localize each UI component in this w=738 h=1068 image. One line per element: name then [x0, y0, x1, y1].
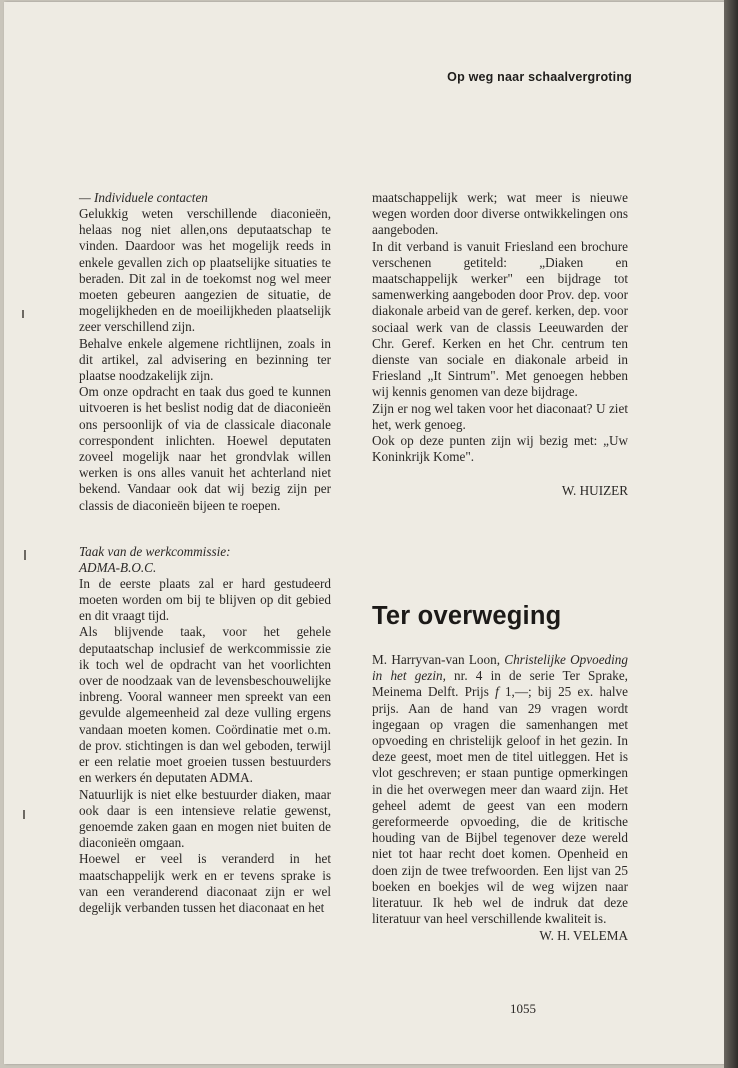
section-heading-werkcommissie: Taak van de werkcommissie:	[79, 543, 231, 559]
paragraph: Hoewel er veel is veranderd in het maatschappelijk werk en er tevens sprake is van een veranderend diaconaat zijn er wel degelijk verbanden tussen het diaconaat en het	[79, 851, 331, 915]
punch-mark	[23, 810, 25, 819]
right-column	[372, 190, 628, 500]
paragraph: Als blijvende taak, voor het gehele deputaatschap inclusief de werkcommissie zie ik toch wel de opdracht van het voorlichten over de noodzaak van de levensbeschouwelijke inbreng. Vooral wanneer men spreekt van een gevulde algemeenheid zal deze vulling ergens vandaan moeten komen. Coördinatie met o.m. de prov. stichtingen is dan wel geboden, terwijl er een relatie moet groeien tussen bestuurders en werkers én deputaten ADMA.	[79, 624, 331, 786]
paragraph: Om onze opdracht en taak dus goed te kunnen uitvoeren is het beslist nodig dat de diaconieën ons persoonlijk of via de classicale diaconale correspondent inlichten. Hoewel deputaten zoveel mogelijk naar het grondvlak willen werken is ons alles vanuit het achterland niet bekend. Vandaar ook dat wij bezig zijn per classis de diaconieën bijeen te roepen.	[79, 384, 331, 513]
article-title: Ter overweging	[372, 602, 562, 630]
book-title: Christelijke Opvoeding in het gezin,	[372, 652, 628, 684]
paragraph: Gelukkig weten verschillende diaconieën, helaas nog niet allen,ons deputaatschap te vinden. Daardoor was het mogelijk reeds in enkele gevallen zich op plaatselijke situaties te beraden. Dit zal in de toekomst nog wel meer moeten gebeuren aangezien de situatie, de mogelijkheden en de moeilijkheden plaatselijk zeer verschillend zijn.	[79, 206, 331, 335]
review-text-part: nr. 4 in de serie Ter Sprake, Meinema Delft. Prijs	[372, 668, 628, 700]
review-text-rest: 1,—; bij 25 ex. halve prijs. Aan de hand van 29 vragen wordt ingegaan op vragen die samenhangen met opvoeding en christelijk geloof in het gezin. In deze geest, moet men de titel uitleggen. Het is vlot geschreven; er staan puntige opmerkingen in die het overwegen meer dan waard zijn. Het geheel ademt de geest van een modern gereformeerde opvoeding, die de kritische houding van de Bijbel tegenover deze wereld niet tot haar recht doet komen. Openheid en doen zijn de twee trefwoorden. Een lijst van 25 boeken en boekjes wil de weg wijzen naar literatuur. Ik heb wel de indruk dat deze literatuur van heel verschillende kwaliteit is.	[372, 684, 629, 927]
left-column	[79, 190, 331, 916]
paragraph: Zijn er nog wel taken voor het diaconaat? U ziet het, werk genoeg.	[372, 400, 628, 432]
paragraph: In de eerste plaats zal er hard gestudeerd moeten worden om bij te blijven op dit gebied en dit vraagt tijd.	[79, 575, 331, 624]
running-head: Op weg naar schaalvergroting	[447, 70, 632, 84]
section-heading-adma: ADMA-B.O.C.	[79, 559, 157, 575]
paragraph: maatschappelijk werk; wat meer is nieuwe wegen worden door diverse ontwikkelingen ons aangeboden.	[372, 190, 628, 238]
review-author: M. Harryvan-van Loon,	[372, 652, 505, 667]
paragraph: Natuurlijk is niet elke bestuurder diaken, maar ook daar is een intensieve relatie gewenst, genoemde zaken gaan en mogen niet buiten de diaconieën omgaan.	[79, 786, 331, 851]
section-heading-individuele-contacten: — Individuele contacten	[79, 190, 208, 205]
price-florin: f	[495, 684, 499, 700]
paragraph: In dit verband is vanuit Friesland een brochure verschenen getiteld: „Diaken en maatschappelijk werker" een bijdrage tot samenwerking aangeboden door Prov. dep. voor diakonale arbeid van de geref. kerken, dep. voor sociaal werk van de classis Leeuwarden der Chr. Geref. Kerken en het Chr. centrum ten dienste van sociale en diakonale arbeid in Friesland „It Sintrum". Met genoegen hebben wij kennis genomen van deze bijdrage.	[372, 238, 628, 400]
review-paragraph	[372, 652, 628, 927]
review-text	[372, 652, 628, 945]
page-number: 1055	[510, 1001, 536, 1016]
paragraph: Ook op deze punten zijn wij bezig met: „Uw Koninkrijk Kome".	[372, 433, 628, 465]
punch-mark	[22, 310, 24, 318]
punch-mark	[24, 550, 26, 560]
page	[4, 2, 726, 1064]
signature-velema: W. H. VELEMA	[539, 928, 628, 944]
paragraph: Behalve enkele algemene richtlijnen, zoals in dit artikel, zal advisering en bezinning ter plaatse noodzakelijk zijn.	[79, 335, 331, 384]
page-edge	[724, 0, 738, 1068]
signature-huizer: W. HUIZER	[561, 483, 628, 499]
